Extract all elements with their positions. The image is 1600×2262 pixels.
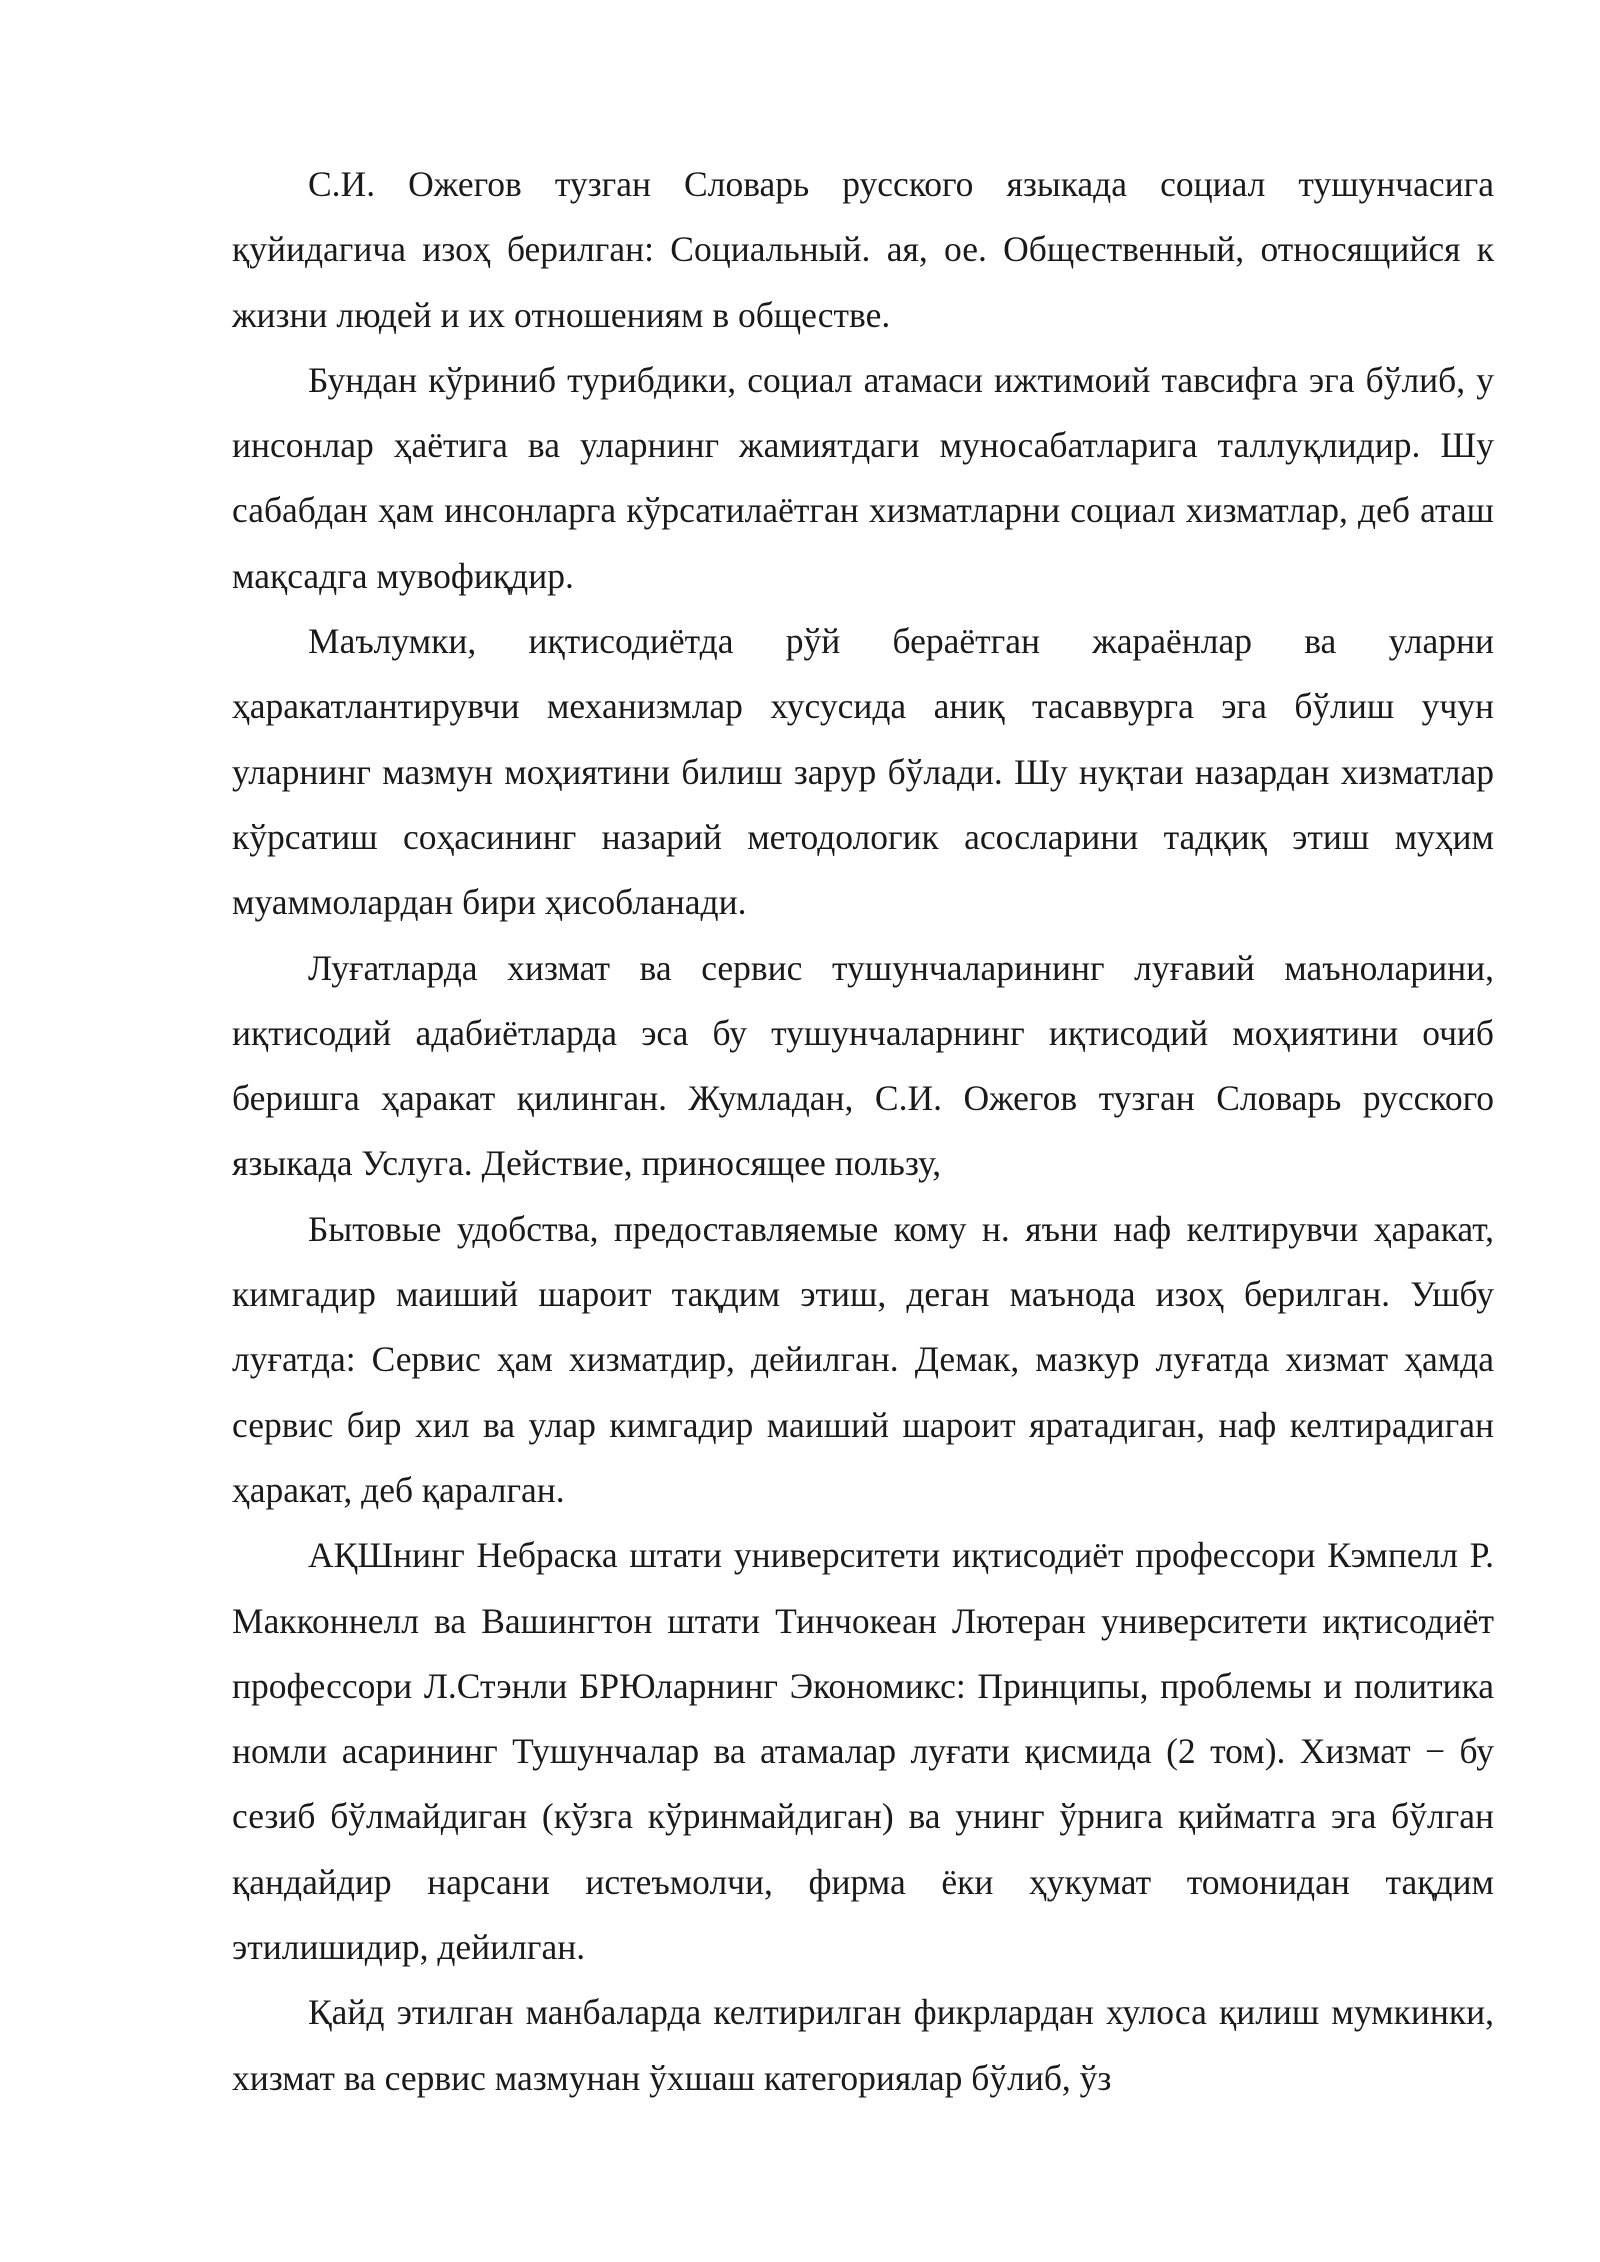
paragraph: С.И. Ожегов тузган Словарь русского языкада социал тушунчасига қуйидагича изоҳ берилган: Социальный. ая, ое. Общественный, относящийся к жизни людей и их отношениям в обществе. (232, 164, 1494, 335)
document-body (232, 152, 1494, 2111)
paragraph: Луғатларда хизмат ва сервис тушунчаларининг луғавий маъноларини, иқтисодий адабиётларда эса бу тушунчаларнинг иқтисодий моҳиятини очиб беришга ҳаракат қилинган. Жумладан, С.И. Ожегов тузган Словарь русского языкада Услуга. Действие, приносящее пользу, (232, 947, 1494, 1184)
paragraph: Бытовые удобства, предоставляемые кому н. яъни наф келтирувчи ҳаракат, кимгадир маиший шароит тақдим этиш, деган маънода изоҳ берилган. Ушбу луғатда: Сервис ҳам хизматдир, дейилган. Демак, мазкур луғатда хизмат ҳамда сервис бир хил ва улар кимгадир маиший шароит яратадиган, наф келтирадиган ҳаракат, деб қаралган. (232, 1208, 1494, 1510)
paragraph: Бундан кўриниб турибдики, социал атамаси ижтимоий тавсифга эга бўлиб, у инсонлар ҳаётига ва уларнинг жамиятдаги муносабатларига таллуқлидир. Шу сабабдан ҳам инсонларга кўрсатилаётган хизматларни социал хизматлар, деб аташ мақсадга мувофиқдир. (232, 359, 1494, 596)
paragraph: Қайд этилган манбаларда келтирилган фикрлардан хулоса қилиш мумкинки, хизмат ва сервис мазмунан ўхшаш категориялар бўлиб, ўз (232, 1992, 1494, 2098)
paragraph: АҚШнинг Небраска штати университети иқтисодиёт профессори Кэмпелл Р. Макконнелл ва Вашингтон штати Тинчокеан Лютеран университети иқтисодиёт профессори Л.Стэнли БРЮларнинг Экономикс: Принципы, проблемы и политика номли асарининг Тушунчалар ва атамалар луғати қисмида (2 том). Хизмат − бу сезиб бўлмайдиган (кўзга кўринмайдиган) ва унинг ўрнига қийматга эга бўлган қандайдир нарсани истеъмолчи, фирма ёки ҳукумат томонидан тақдим этилишидир, дейилган. (232, 1535, 1494, 1968)
paragraph: Маълумки, иқтисодиётда рўй бераётган жараёнлар ва уларни ҳаракатлантирувчи механизмлар хусусида аниқ тасаввурга эга бўлиш учун уларнинг мазмун моҳиятини билиш зарур бўлади. Шу нуқтаи назардан хизматлар кўрсатиш соҳасининг назарий методологик асосларини тадқиқ этиш муҳим муаммолардан бири ҳисобланади. (232, 621, 1494, 923)
